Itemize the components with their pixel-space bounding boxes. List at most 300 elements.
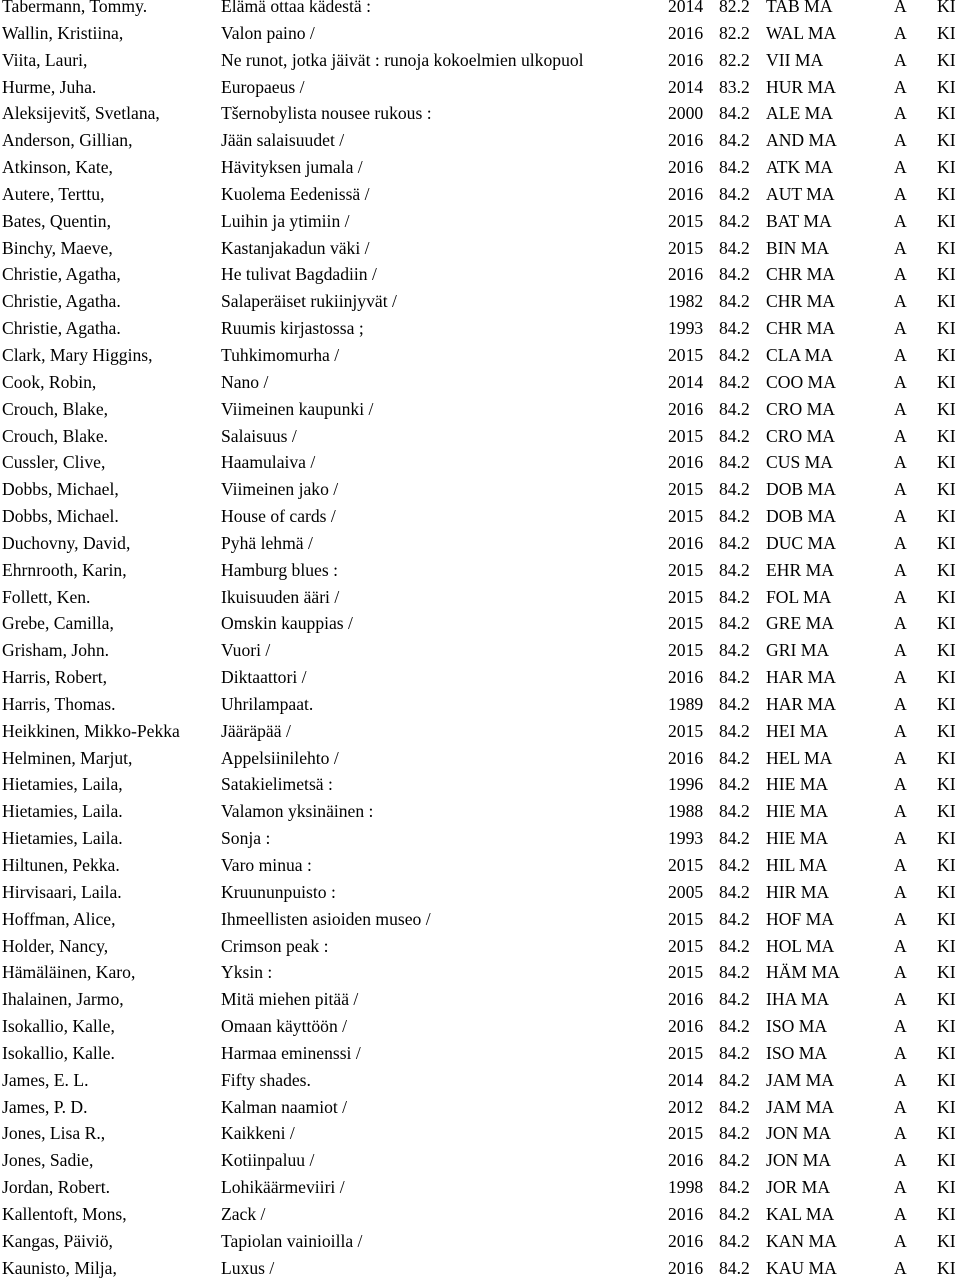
year-cell: 2015 (668, 559, 704, 580)
language-cell: A (894, 989, 907, 1010)
title-cell: Tuhkimomurha / (221, 344, 340, 365)
author-cell: Hirvisaari, Laila. (2, 881, 122, 902)
collection-cell: KI (937, 908, 956, 929)
author-cell: Jones, Sadie, (2, 1150, 94, 1171)
title-cell: Ne runot, jotka jäivät : runoja kokoelmien ulkopuol (221, 49, 584, 70)
language-cell: A (894, 640, 907, 661)
year-cell: 1989 (668, 693, 704, 714)
title-cell: Crimson peak : (221, 935, 329, 956)
classification-cell: 84.2 (719, 1123, 750, 1144)
catalog-row (2, 396, 960, 423)
author-cell: Grebe, Camilla, (2, 613, 114, 634)
catalog-row (2, 906, 960, 933)
shelf-mark-cell: HIE MA (766, 774, 829, 795)
collection-cell: KI (937, 1042, 956, 1063)
classification-cell: 84.2 (719, 291, 750, 312)
title-cell: Kalman naamiot / (221, 1096, 348, 1117)
title-cell: Kotiinpaluu / (221, 1150, 315, 1171)
language-cell: A (894, 1016, 907, 1037)
shelf-mark-cell: JON MA (766, 1123, 832, 1144)
catalog-row (2, 154, 960, 181)
classification-cell: 84.2 (719, 532, 750, 553)
classification-cell: 84.2 (719, 157, 750, 178)
year-cell: 2016 (668, 452, 704, 473)
classification-cell: 84.2 (719, 586, 750, 607)
title-cell: Uhrilampaat. (221, 693, 314, 714)
classification-cell: 84.2 (719, 747, 750, 768)
catalog-row (2, 423, 960, 450)
year-cell: 2015 (668, 962, 704, 983)
collection-cell: KI (937, 935, 956, 956)
author-cell: Christie, Agatha. (2, 291, 121, 312)
title-cell: Viimeinen kaupunki / (221, 398, 374, 419)
year-cell: 1996 (668, 774, 704, 795)
language-cell: A (894, 371, 907, 392)
catalog-row (2, 986, 960, 1013)
catalog-row (2, 798, 960, 825)
catalog-row (2, 1040, 960, 1067)
title-cell: Luxus / (221, 1257, 275, 1278)
title-cell: Luihin ja ytimiin / (221, 210, 350, 231)
title-cell: Elämä ottaa kädestä : (221, 0, 371, 16)
collection-cell: KI (937, 774, 956, 795)
language-cell: A (894, 1257, 907, 1278)
shelf-mark-cell: HIE MA (766, 828, 829, 849)
title-cell: Harmaa eminenssi / (221, 1042, 361, 1063)
collection-cell: KI (937, 586, 956, 607)
title-cell: Tšernobylista nousee rukous : (221, 103, 432, 124)
collection-cell: KI (937, 747, 956, 768)
author-cell: Kangas, Päiviö, (2, 1230, 113, 1251)
year-cell: 2015 (668, 720, 704, 741)
shelf-mark-cell: JAM MA (766, 1096, 834, 1117)
catalog-row (2, 47, 960, 74)
collection-cell: KI (937, 989, 956, 1010)
shelf-mark-cell: EHR MA (766, 559, 834, 580)
shelf-mark-cell: HIE MA (766, 801, 829, 822)
collection-cell: KI (937, 452, 956, 473)
year-cell: 2016 (668, 22, 704, 43)
shelf-mark-cell: FOL MA (766, 586, 832, 607)
author-cell: James, P. D. (2, 1096, 88, 1117)
author-cell: Hietamies, Laila. (2, 801, 123, 822)
collection-cell: KI (937, 76, 956, 97)
collection-cell: KI (937, 371, 956, 392)
catalog-row (2, 825, 960, 852)
classification-cell: 84.2 (719, 667, 750, 688)
title-cell: Omaan käyttöön / (221, 1016, 348, 1037)
shelf-mark-cell: WAL MA (766, 22, 837, 43)
catalog-row (2, 691, 960, 718)
collection-cell: KI (937, 398, 956, 419)
title-cell: Haamulaiva / (221, 452, 316, 473)
language-cell: A (894, 76, 907, 97)
classification-cell: 84.2 (719, 344, 750, 365)
collection-cell: KI (937, 801, 956, 822)
language-cell: A (894, 613, 907, 634)
author-cell: Tabermann, Tommy. (2, 0, 148, 16)
language-cell: A (894, 720, 907, 741)
shelf-mark-cell: CHR MA (766, 291, 835, 312)
year-cell: 2016 (668, 398, 704, 419)
language-cell: A (894, 237, 907, 258)
year-cell: 2014 (668, 76, 704, 97)
catalog-row (2, 369, 960, 396)
catalog-row (2, 1174, 960, 1201)
shelf-mark-cell: HÄM MA (766, 962, 840, 983)
author-cell: Hietamies, Laila, (2, 774, 123, 795)
year-cell: 2016 (668, 667, 704, 688)
title-cell: Valon paino / (221, 22, 315, 43)
year-cell: 1988 (668, 801, 704, 822)
catalog-row (2, 1201, 960, 1228)
author-cell: Binchy, Maeve, (2, 237, 113, 258)
collection-cell: KI (937, 506, 956, 527)
collection-cell: KI (937, 559, 956, 580)
author-cell: James, E. L. (2, 1069, 89, 1090)
classification-cell: 84.2 (719, 398, 750, 419)
catalog-row (2, 1228, 960, 1255)
author-cell: Aleksijevitš, Svetlana, (2, 103, 160, 124)
classification-cell: 84.2 (719, 828, 750, 849)
classification-cell: 84.2 (719, 1042, 750, 1063)
classification-cell: 84.2 (719, 720, 750, 741)
title-cell: Yksin : (221, 962, 273, 983)
catalog-row (2, 1147, 960, 1174)
collection-cell: KI (937, 1069, 956, 1090)
shelf-mark-cell: CLA MA (766, 344, 833, 365)
collection-cell: KI (937, 0, 956, 16)
year-cell: 2000 (668, 103, 704, 124)
title-cell: Jään salaisuudet / (221, 130, 345, 151)
year-cell: 2005 (668, 881, 704, 902)
year-cell: 2014 (668, 371, 704, 392)
shelf-mark-cell: HOF MA (766, 908, 834, 929)
catalog-row (2, 1255, 960, 1282)
language-cell: A (894, 747, 907, 768)
title-cell: He tulivat Bagdadiin / (221, 264, 377, 285)
catalog-row (2, 1013, 960, 1040)
title-cell: Satakielimetsä : (221, 774, 333, 795)
language-cell: A (894, 559, 907, 580)
catalog-row (2, 637, 960, 664)
collection-cell: KI (937, 962, 956, 983)
classification-cell: 84.2 (719, 130, 750, 151)
author-cell: Jones, Lisa R., (2, 1123, 106, 1144)
title-cell: House of cards / (221, 506, 336, 527)
classification-cell: 82.2 (719, 0, 750, 16)
classification-cell: 84.2 (719, 855, 750, 875)
author-cell: Ihalainen, Jarmo, (2, 989, 124, 1010)
language-cell: A (894, 210, 907, 231)
collection-cell: KI (937, 22, 956, 43)
author-cell: Clark, Mary Higgins, (2, 344, 153, 365)
language-cell: A (894, 801, 907, 822)
year-cell: 2015 (668, 425, 704, 446)
language-cell: A (894, 318, 907, 339)
author-cell: Jordan, Robert. (2, 1177, 110, 1198)
collection-cell: KI (937, 1150, 956, 1171)
classification-cell: 84.2 (719, 1177, 750, 1198)
shelf-mark-cell: KAL MA (766, 1203, 835, 1224)
collection-cell: KI (937, 881, 956, 902)
collection-cell: KI (937, 130, 956, 151)
language-cell: A (894, 881, 907, 902)
collection-cell: KI (937, 1123, 956, 1144)
year-cell: 2016 (668, 747, 704, 768)
author-cell: Christie, Agatha. (2, 318, 121, 339)
language-cell: A (894, 344, 907, 365)
shelf-mark-cell: TAB MA (766, 0, 833, 16)
collection-cell: KI (937, 157, 956, 178)
year-cell: 2015 (668, 237, 704, 258)
language-cell: A (894, 1096, 907, 1117)
shelf-mark-cell: IHA MA (766, 989, 830, 1010)
author-cell: Harris, Thomas. (2, 693, 116, 714)
author-cell: Hämäläinen, Karo, (2, 962, 136, 983)
classification-cell: 84.2 (719, 613, 750, 634)
catalog-row (2, 584, 960, 611)
language-cell: A (894, 1069, 907, 1090)
language-cell: A (894, 183, 907, 204)
catalog-row (2, 0, 960, 20)
collection-cell: KI (937, 855, 956, 875)
collection-cell: KI (937, 667, 956, 688)
author-cell: Helminen, Marjut, (2, 747, 133, 768)
shelf-mark-cell: BAT MA (766, 210, 832, 231)
shelf-mark-cell: HEI MA (766, 720, 829, 741)
language-cell: A (894, 828, 907, 849)
classification-cell: 83.2 (719, 76, 750, 97)
shelf-mark-cell: AUT MA (766, 183, 835, 204)
author-cell: Atkinson, Kate, (2, 157, 113, 178)
collection-cell: KI (937, 1230, 956, 1251)
language-cell: A (894, 1042, 907, 1063)
author-cell: Follett, Ken. (2, 586, 91, 607)
title-cell: Vuori / (221, 640, 271, 661)
catalog-row (2, 1094, 960, 1121)
collection-cell: KI (937, 183, 956, 204)
classification-cell: 84.2 (719, 989, 750, 1010)
year-cell: 1998 (668, 1177, 704, 1198)
year-cell: 1982 (668, 291, 704, 312)
author-cell: Cook, Robin, (2, 371, 97, 392)
title-cell: Lohikäärmeviiri / (221, 1177, 345, 1198)
year-cell: 2016 (668, 1203, 704, 1224)
collection-cell: KI (937, 49, 956, 70)
catalog-row (2, 20, 960, 47)
year-cell: 2015 (668, 344, 704, 365)
catalog-row (2, 852, 960, 879)
author-cell: Anderson, Gillian, (2, 130, 133, 151)
title-cell: Europaeus / (221, 76, 305, 97)
language-cell: A (894, 1230, 907, 1251)
collection-cell: KI (937, 1096, 956, 1117)
catalog-row (2, 476, 960, 503)
year-cell: 2014 (668, 1069, 704, 1090)
language-cell: A (894, 667, 907, 688)
classification-cell: 84.2 (719, 774, 750, 795)
classification-cell: 84.2 (719, 693, 750, 714)
shelf-mark-cell: CRO MA (766, 425, 835, 446)
title-cell: Kastanjakadun väki / (221, 237, 370, 258)
author-cell: Crouch, Blake, (2, 398, 109, 419)
catalog-row (2, 879, 960, 906)
year-cell: 2016 (668, 989, 704, 1010)
title-cell: Ihmeellisten asioiden museo / (221, 908, 431, 929)
title-cell: Sonja : (221, 828, 271, 849)
shelf-mark-cell: DUC MA (766, 532, 836, 553)
shelf-mark-cell: VII MA (766, 49, 824, 70)
collection-cell: KI (937, 1016, 956, 1037)
classification-cell: 84.2 (719, 962, 750, 983)
catalog-row (2, 261, 960, 288)
classification-cell: 84.2 (719, 908, 750, 929)
shelf-mark-cell: JON MA (766, 1150, 832, 1171)
catalog-row (2, 449, 960, 476)
author-cell: Christie, Agatha, (2, 264, 121, 285)
classification-cell: 84.2 (719, 1257, 750, 1278)
shelf-mark-cell: CHR MA (766, 318, 835, 339)
classification-cell: 84.2 (719, 1096, 750, 1117)
collection-cell: KI (937, 720, 956, 741)
language-cell: A (894, 1123, 907, 1144)
catalog-row (2, 557, 960, 584)
catalog-row (2, 288, 960, 315)
author-cell: Ehrnrooth, Karin, (2, 559, 127, 580)
collection-cell: KI (937, 210, 956, 231)
collection-cell: KI (937, 1177, 956, 1198)
classification-cell: 84.2 (719, 210, 750, 231)
title-cell: Tapiolan vainioilla / (221, 1230, 363, 1251)
language-cell: A (894, 479, 907, 500)
classification-cell: 84.2 (719, 881, 750, 902)
author-cell: Hietamies, Laila. (2, 828, 123, 849)
year-cell: 2016 (668, 1230, 704, 1251)
classification-cell: 84.2 (719, 801, 750, 822)
collection-cell: KI (937, 1257, 956, 1278)
shelf-mark-cell: DOB MA (766, 479, 836, 500)
collection-cell: KI (937, 479, 956, 500)
author-cell: Hurme, Juha. (2, 76, 97, 97)
year-cell: 2014 (668, 0, 704, 16)
classification-cell: 84.2 (719, 1016, 750, 1037)
author-cell: Harris, Robert, (2, 667, 108, 688)
year-cell: 2015 (668, 935, 704, 956)
classification-cell: 84.2 (719, 264, 750, 285)
author-cell: Viita, Lauri, (2, 49, 88, 70)
classification-cell: 84.2 (719, 506, 750, 527)
shelf-mark-cell: KAN MA (766, 1230, 837, 1251)
language-cell: A (894, 398, 907, 419)
title-cell: Viimeinen jako / (221, 479, 339, 500)
classification-cell: 84.2 (719, 1230, 750, 1251)
language-cell: A (894, 264, 907, 285)
title-cell: Hamburg blues : (221, 559, 338, 580)
catalog-row (2, 74, 960, 101)
language-cell: A (894, 130, 907, 151)
collection-cell: KI (937, 532, 956, 553)
shelf-mark-cell: CRO MA (766, 398, 835, 419)
catalog-row (2, 771, 960, 798)
title-cell: Nano / (221, 371, 269, 392)
year-cell: 2015 (668, 1123, 704, 1144)
classification-cell: 84.2 (719, 1069, 750, 1090)
language-cell: A (894, 0, 907, 16)
shelf-mark-cell: COO MA (766, 371, 836, 392)
author-cell: Cussler, Clive, (2, 452, 106, 473)
catalog-row (2, 127, 960, 154)
classification-cell: 82.2 (719, 49, 750, 70)
catalog-list (2, 0, 960, 1282)
classification-cell: 84.2 (719, 479, 750, 500)
title-cell: Kaikkeni / (221, 1123, 295, 1144)
collection-cell: KI (937, 237, 956, 258)
author-cell: Kallentoft, Mons, (2, 1203, 127, 1224)
year-cell: 2015 (668, 586, 704, 607)
shelf-mark-cell: HIL MA (766, 855, 828, 875)
title-cell: Ruumis kirjastossa ; (221, 318, 364, 339)
shelf-mark-cell: ATK MA (766, 157, 833, 178)
collection-cell: KI (937, 693, 956, 714)
classification-cell: 84.2 (719, 103, 750, 124)
collection-cell: KI (937, 613, 956, 634)
language-cell: A (894, 1150, 907, 1171)
shelf-mark-cell: ISO MA (766, 1042, 828, 1063)
collection-cell: KI (937, 264, 956, 285)
author-cell: Dobbs, Michael. (2, 506, 119, 527)
classification-cell: 84.2 (719, 559, 750, 580)
language-cell: A (894, 586, 907, 607)
language-cell: A (894, 908, 907, 929)
collection-cell: KI (937, 344, 956, 365)
language-cell: A (894, 103, 907, 124)
catalog-row (2, 1120, 960, 1147)
catalog-row (2, 933, 960, 960)
shelf-mark-cell: CHR MA (766, 264, 835, 285)
year-cell: 2015 (668, 479, 704, 500)
author-cell: Holder, Nancy, (2, 935, 109, 956)
catalog-row (2, 208, 960, 235)
shelf-mark-cell: HOL MA (766, 935, 835, 956)
language-cell: A (894, 1177, 907, 1198)
shelf-mark-cell: BIN MA (766, 237, 830, 258)
shelf-mark-cell: GRE MA (766, 613, 834, 634)
classification-cell: 82.2 (719, 22, 750, 43)
author-cell: Isokallio, Kalle. (2, 1042, 115, 1063)
language-cell: A (894, 425, 907, 446)
language-cell: A (894, 962, 907, 983)
classification-cell: 84.2 (719, 935, 750, 956)
shelf-mark-cell: CUS MA (766, 452, 833, 473)
collection-cell: KI (937, 640, 956, 661)
classification-cell: 84.2 (719, 425, 750, 446)
language-cell: A (894, 452, 907, 473)
title-cell: Hävityksen jumala / (221, 157, 363, 178)
catalog-row (2, 745, 960, 772)
language-cell: A (894, 855, 907, 875)
shelf-mark-cell: JAM MA (766, 1069, 834, 1090)
title-cell: Jääräpää / (221, 720, 291, 741)
classification-cell: 84.2 (719, 452, 750, 473)
shelf-mark-cell: HEL MA (766, 747, 833, 768)
catalog-row (2, 1067, 960, 1094)
title-cell: Kruununpuisto : (221, 881, 336, 902)
year-cell: 2015 (668, 506, 704, 527)
title-cell: Diktaattori / (221, 667, 307, 688)
title-cell: Valamon yksinäinen : (221, 801, 374, 822)
shelf-mark-cell: HAR MA (766, 667, 836, 688)
